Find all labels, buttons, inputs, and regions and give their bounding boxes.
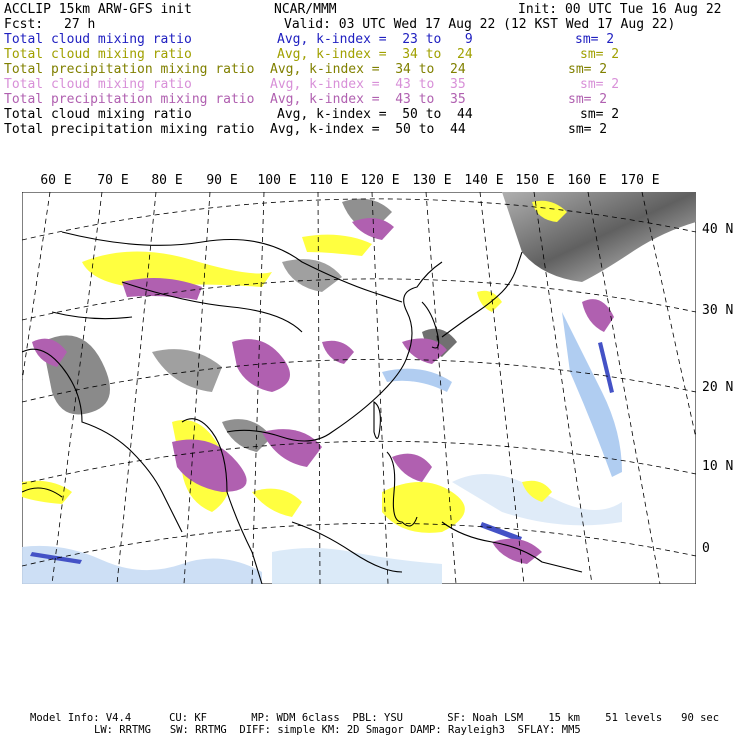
field-avg-range: Avg, k-index = 34 to 24 [270, 62, 466, 77]
field-name: Total cloud mixing ratio [4, 32, 192, 47]
field-avg-range: Avg, k-index = 50 to 44 [277, 107, 473, 122]
latitude-label: 0 [702, 541, 710, 556]
fcst-label: Fcst: [4, 17, 44, 32]
longitude-label: 170 E [620, 173, 660, 188]
field-smoothing: sm= 2 [580, 77, 620, 92]
latitude-label: 40 N [702, 222, 734, 237]
longitude-label: 90 E [206, 173, 238, 188]
field-name: Total cloud mixing ratio [4, 47, 192, 62]
latitude-label: 20 N [702, 380, 734, 395]
field-avg-range: Avg, k-index = 43 to 35 [270, 77, 466, 92]
field-name: Total cloud mixing ratio [4, 107, 192, 122]
field-name: Total precipitation mixing ratio [4, 62, 255, 77]
field-avg-range: Avg, k-index = 43 to 35 [270, 92, 466, 107]
model-info-line2: LW: RRTMG SW: RRTMG DIFF: simple KM: 2D Smagor DAMP: Rayleigh3 SFLAY: MM5 [94, 724, 581, 736]
field-avg-range: Avg, k-index = 23 to 9 [277, 32, 473, 47]
field-smoothing: sm= 2 [580, 107, 620, 122]
field-smoothing: sm= 2 [568, 92, 608, 107]
init-time: Init: 00 UTC Tue 16 Aug 22 [518, 2, 722, 17]
longitude-label: 60 E [40, 173, 72, 188]
field-smoothing: sm= 2 [580, 47, 620, 62]
field-name: Total precipitation mixing ratio [4, 122, 255, 137]
field-name: Total precipitation mixing ratio [4, 92, 255, 107]
fcst-value: 27 h [64, 17, 96, 32]
longitude-label: 80 E [151, 173, 183, 188]
org-label: NCAR/MMM [274, 2, 337, 17]
valid-time: Valid: 03 UTC Wed 17 Aug 22 (12 KST Wed 17 Aug 22) [284, 17, 676, 32]
longitude-label: 140 E [464, 173, 504, 188]
longitude-label: 110 E [309, 173, 349, 188]
longitude-label: 130 E [412, 173, 452, 188]
longitude-label: 160 E [567, 173, 607, 188]
field-smoothing: sm= 2 [568, 62, 608, 77]
field-name: Total cloud mixing ratio [4, 77, 192, 92]
field-avg-range: Avg, k-index = 34 to 24 [277, 47, 473, 62]
model-title: ACCLIP 15km ARW-GFS init [4, 2, 192, 17]
field-avg-range: Avg, k-index = 50 to 44 [270, 122, 466, 137]
longitude-label: 100 E [257, 173, 297, 188]
model-info-line1: Model Info: V4.4 CU: KF MP: WDM 6class PBL: YSU SF: Noah LSM 15 km 51 levels 90 sec [30, 712, 720, 724]
longitude-label: 120 E [360, 173, 400, 188]
longitude-label: 70 E [97, 173, 129, 188]
latitude-label: 30 N [702, 303, 734, 318]
latitude-label: 10 N [702, 459, 734, 474]
map-panel [22, 192, 696, 584]
field-smoothing: sm= 2 [568, 122, 608, 137]
field-smoothing: sm= 2 [575, 32, 615, 47]
longitude-label: 150 E [515, 173, 555, 188]
